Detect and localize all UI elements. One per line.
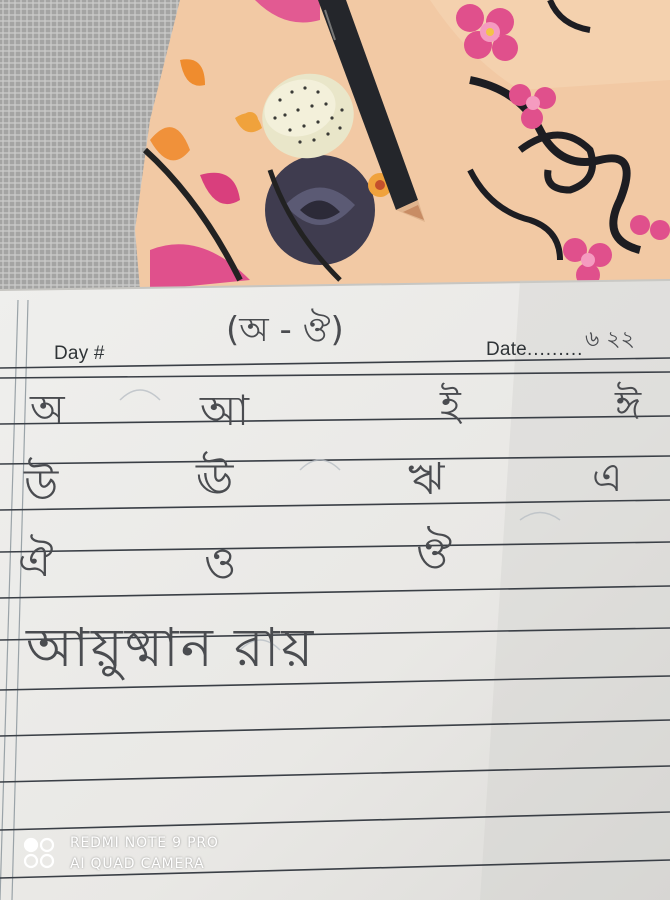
day-label: Day # (54, 343, 105, 364)
letter-row1-3: ই (440, 383, 461, 429)
watermark-camera: AI QUAD CAMERA (70, 856, 205, 872)
letter-row3-3: ঔ (416, 528, 453, 579)
letter-row1-2: আ (200, 386, 249, 435)
letter-row2-4: এ (592, 455, 623, 501)
date-label (486, 339, 583, 361)
watermark-model: REDMI NOTE 9 PRO (70, 835, 219, 851)
letter-row1-1: অ (30, 387, 65, 433)
letter-row1-4: ঈ (615, 383, 642, 429)
date-label-text: Date (486, 339, 527, 360)
floral-cloth (135, 0, 670, 290)
letter-row2-3: ঋ (408, 454, 445, 505)
letter-row3-1: ঐ (18, 536, 54, 587)
student-name: আয়ুষ্মান রায় (26, 616, 316, 679)
topic-heading: (অ - ঔ) (226, 310, 344, 350)
date-dots: ......... (526, 339, 584, 360)
letter-row3-2: ও (204, 538, 237, 589)
letter-row2-2: ঊ (196, 454, 234, 505)
date-written: ৬ ২২ (585, 327, 635, 352)
letter-row2-1: উ (24, 460, 59, 511)
